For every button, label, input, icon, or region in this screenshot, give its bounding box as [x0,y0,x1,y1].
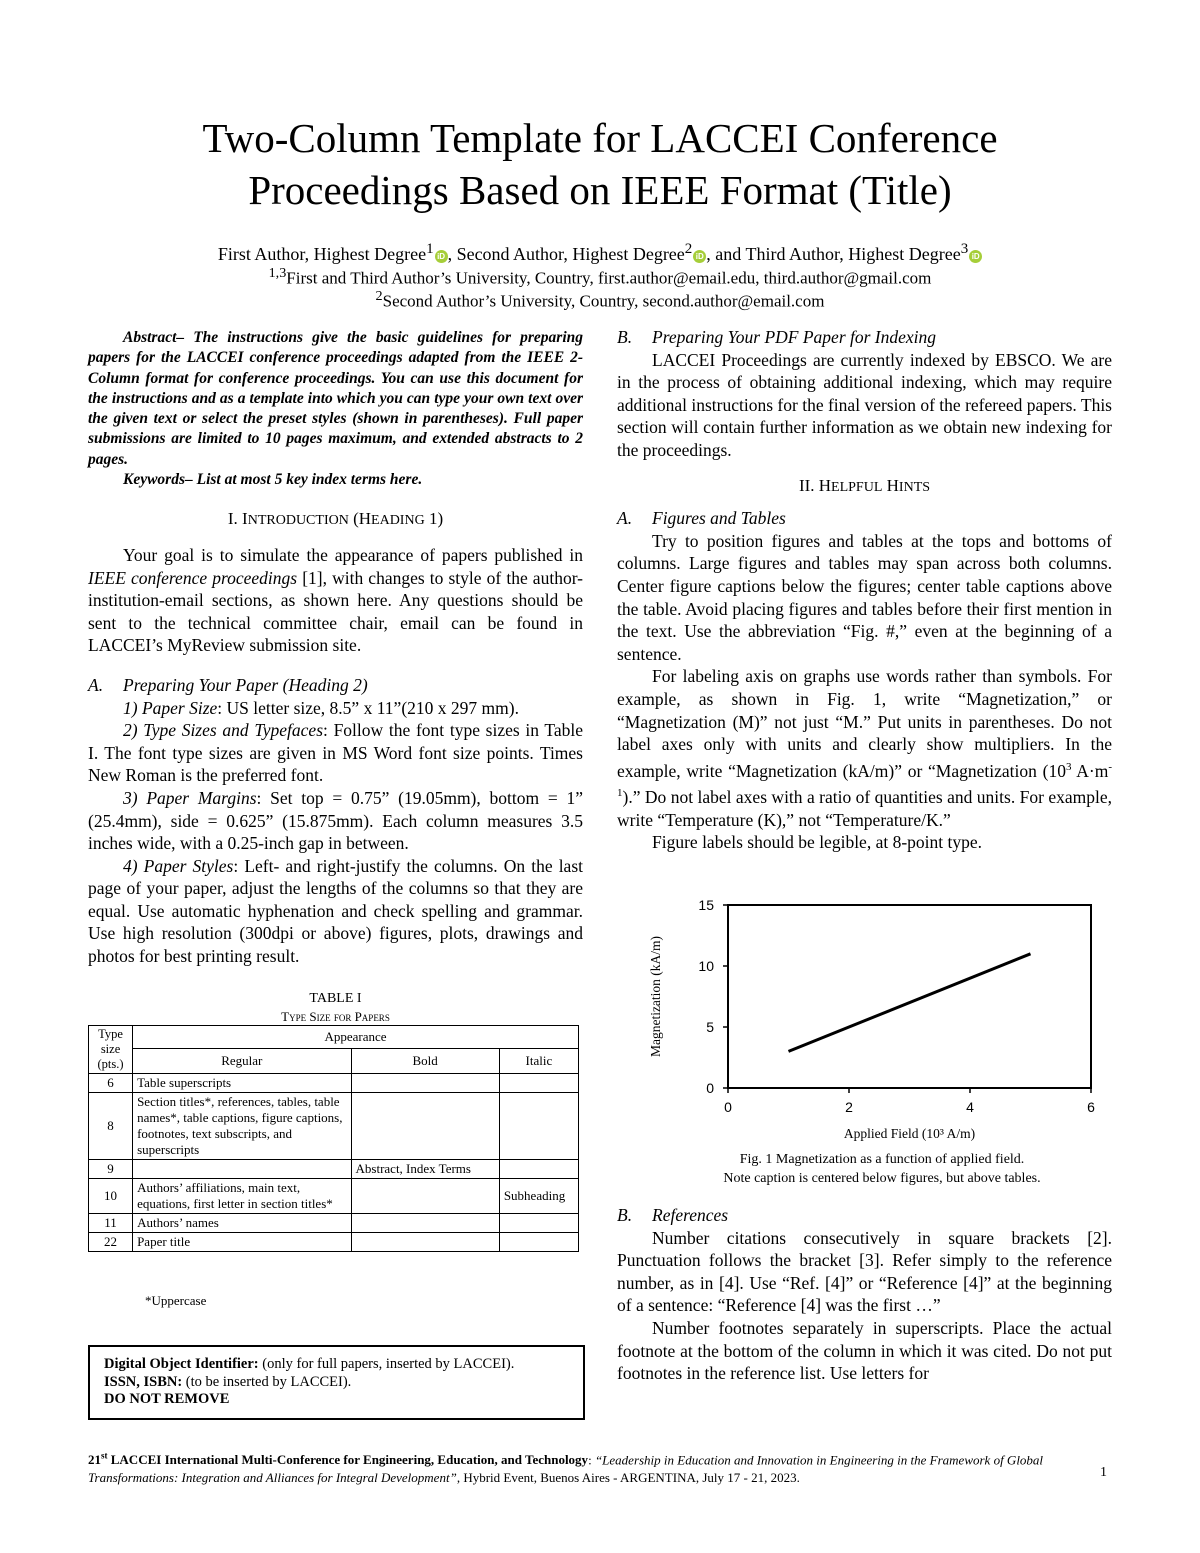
figure-caption [617,1150,1147,1188]
table-cell-italic [499,1160,578,1179]
subsection-heading-pdf [617,326,1112,349]
figures-paragraph-3: Figure labels should be legible, at 8-point type. [652,832,983,853]
subsection-letter: A. [88,674,104,695]
right-column-top [617,326,1112,854]
figures-sup-2: -1 [617,760,1112,800]
item-text: : Set top = 0.75” (19.05mm), bottom = 1” (25.4mm), side = 0.625” (15.875mm). Each column measures 3.5 inches wide, with a 0.25-inch gap in between. [88,787,583,854]
subsection-letter: B. [617,327,633,347]
table-cell-bold [351,1214,499,1233]
heading-smallcaps: NTRODUCTION [247,513,349,529]
orcid-icon[interactable]: iD [969,250,982,263]
affiliation-2-text: Second Author’s University, Country, second.author@email.com [382,291,825,311]
item-label: 2) Type Sizes and Typefaces [123,720,324,741]
table-cell-regular: Section titles*, references, tables, table names*, table captions, figure captions, footnotes, text subscripts, and superscripts [133,1093,351,1160]
item-text: : Left- and right-justify the columns. On the last page of your paper, adjust the lengths of the columns so that they are equal. Use automatic hyphenation and check spelling and grammar. Use high resolution (300dpi or above) figures, plots, drawings and photos for best printing result. [88,855,583,967]
issn-label: ISSN, ISBN: [104,1373,183,1390]
table-cell-italic [499,1074,578,1093]
references-paragraph-1: Number citations consecutively in square brackets [2]. Punctuation follows the bracket [3]. Refer simply to the reference number, as in [4]. Use “Ref. [4]” or “Reference [4]” at the beginning of a sentence: “Reference [4] was the first …” [617,1227,1112,1316]
table-header-regular: Regular [133,1049,351,1074]
keywords: Keywords– List at most 5 key index terms here. [123,471,423,489]
page-footer [88,1447,1113,1487]
left-column [88,328,583,968]
table-cell-size: 8 [89,1093,133,1160]
author-3: , and Third Author, Highest Degree [706,244,961,264]
item-text: : Follow the font type sizes in Table I. The font type sizes are given in MS Word font size points. Times New Roman is the preferred font. [88,720,583,786]
table-cell-bold [351,1233,499,1252]
orcid-icon[interactable]: iD [435,250,448,263]
item-type-sizes [88,719,583,787]
heading-number: I. [227,509,243,529]
doi-box [88,1345,585,1420]
magnetization-chart [640,890,1110,1150]
subsection-letter: B. [617,1205,633,1225]
y-tick-label: 5 [706,1019,714,1035]
subsection-heading-figures [617,507,1112,530]
footer-colon: : [588,1452,595,1468]
heading-paren-open: ( [348,509,359,529]
y-tick-label: 0 [706,1080,714,1096]
figure-caption-text: Fig. 1 Magnetization as a function of applied field. [739,1152,1025,1167]
table-subheader-row [89,1049,579,1074]
heading-initial: H [818,475,832,495]
abstract-text: The instructions give the basic guidelines for preparing papers for the LACCEI conference proceedings adapted from the IEEE 2-Column format for conference proceedings. You can use this document for the instructions and as a template into which you can type your own text over the given text or select the preset styles (shown in parentheses). Full paper submissions are limited to 10 pages maximum, and extended abstracts to 2 pages. [88,329,583,468]
table-row [89,1233,579,1252]
item-label: 3) Paper Margins [123,787,257,808]
data-series-line [789,954,1031,1052]
subsection-title: Figures and Tables [652,508,786,529]
table-cell-italic: Subheading [499,1179,578,1214]
footer-conference: LACCEI International Multi-Conference for Engineering, Education, and Technology [107,1452,589,1468]
item-label: 4) Paper Styles [123,855,234,876]
table-footnote: *Uppercase [145,1293,207,1308]
plot-frame [728,905,1091,1088]
do-not-remove [104,1391,569,1409]
title-line-2: Proceedings Based on IEEE Format (Title) [248,167,952,213]
affiliation-2 [0,285,1200,313]
y-tick-label: 15 [698,897,714,913]
figures-text-c: ).” Do not label axes with a ratio of quantities and units. For example, write “Temperature (K),” not “Temperature/K.” [617,786,1112,830]
item-paper-size [88,697,583,720]
affiliation-2-sup: 2 [375,288,383,304]
table-cell-italic [499,1233,578,1252]
table-cell-regular: Authors’ names [133,1214,351,1233]
right-column-bottom [617,1204,1112,1385]
item-paper-styles [88,855,583,968]
subsection-heading-references [617,1204,1112,1227]
doi-line [104,1356,569,1374]
page-number: 1 [1100,1465,1107,1480]
orcid-icon[interactable]: iD [693,250,706,263]
affiliation-1-sup: 1,3 [268,265,287,281]
intro-emphasis: IEEE conference proceedings [88,567,298,588]
author-list [0,238,1200,265]
x-axis-label: Applied Field (10³ A/m) [843,1126,976,1141]
figure-caption-note: Note caption is centered below figures, but above tables. [723,1171,1041,1186]
figures-sup-1: 3 [1065,760,1072,773]
type-size-table [88,1025,579,1252]
heading-initial-h: H [358,509,372,529]
abstract-label: Abstract– [123,329,185,346]
table-header-italic: Italic [499,1049,578,1074]
table-cell-italic [499,1214,578,1233]
x-tick-label: 0 [724,1099,732,1115]
table-cell-size: 9 [89,1160,133,1179]
title-line-1: Two-Column Template for LACCEI Conference [202,115,998,161]
heading-smallcaps: ELPFUL [831,479,883,495]
heading-paren-close: 1) [424,509,444,529]
intro-paragraph [88,544,583,657]
abstract [88,328,583,470]
table-row [89,1074,579,1093]
table-row [89,1179,579,1214]
table-caption [88,990,583,1026]
author-1: First Author, Highest Degree [217,244,427,264]
table-cell-regular: Authors’ affiliations, main text, equations, first letter in section titles* [133,1179,351,1214]
table-cell-regular [133,1160,351,1179]
x-tick-label: 2 [845,1099,853,1115]
table-cell-bold [351,1093,499,1160]
subsection-title: References [652,1205,729,1225]
footer-number: 21 [88,1452,101,1468]
x-tick-label: 4 [966,1099,974,1115]
paper-title [0,112,1200,216]
footer-location: , Hybrid Event, Buenos Aires - ARGENTINA, July 17 - 21, 2023. [456,1470,800,1486]
heading-number: II. [798,475,819,495]
pdf-paragraph: LACCEI Proceedings are currently indexed by EBSCO. We are in the process of obtaining additional indexing, which may require additional instructions for the final version of the refereed papers. This section will contain further information as we obtain new indexing for the proceedings. [617,349,1112,460]
item-paper-margins [88,787,583,855]
heading-smallcaps-2: EADING [371,513,425,529]
table-cell-size: 10 [89,1179,133,1214]
table-header-appearance: Appearance [133,1026,579,1049]
subsection-heading-preparing [88,674,583,697]
author-3-sup: 3 [960,241,969,257]
intro-text-b: [1], with changes to style of the author-institution-email sections, as shown here. Any questions should be sent to the technical committee chair, email can be found in LACCEI’s MyReview submission site. [88,567,583,656]
affiliation-1-text: First and Third Author’s University, Country, first.author@email.edu, third.author@gmail.com [286,268,932,288]
footer-sup: st [101,1451,108,1461]
table-row [89,1214,579,1233]
table-cell-italic [499,1093,578,1160]
table-cell-size: 6 [89,1074,133,1093]
table-cell-size: 11 [89,1214,133,1233]
section-heading-introduction [88,508,583,533]
subsection-title: Preparing Your PDF Paper for Indexing [652,327,937,347]
footer-theme: “Leadership in Education and Innovation in Engineering in the Framework of Global Transformations: Integration and Alliances for Integral Development” [88,1452,1044,1486]
section-heading-hints [617,475,1112,500]
table-cell-regular: Paper title [133,1233,351,1252]
table-cell-bold [351,1074,499,1093]
item-text: : US letter size, 8.5” x 11”(210 x 297 mm). [217,697,519,718]
table-header-row [89,1026,579,1049]
figures-text-a: For labeling axis on graphs use words rather than symbols. For example, as shown in Fig. 1, write “Magnetization,” or “Magnetization (M)” not just “M.” Put units in parentheses. Do not label axes only with units and clearly show multipliers. In the example, write “Magnetization (kA/m)” or “Magnetization (10 [617,666,1112,781]
table-label: TABLE I [309,991,362,1006]
figures-paragraph-2 [617,665,1112,831]
issn-text: (to be inserted by LACCEI). [182,1373,352,1390]
heading-smallcaps-2: INTS [898,479,931,495]
references-paragraph-2: Number footnotes separately in superscripts. Place the actual footnote at the bottom of the column in which it was cited. Do not put footnotes in the reference list. Use letters for [617,1317,1112,1384]
table-row [89,1160,579,1179]
subsection-title: Preparing Your Paper (Heading 2) [123,674,368,695]
heading-initial-2: H [886,475,899,495]
figures-paragraph-1: Try to position figures and tables at the tops and bottoms of columns. Large figures and tables may span across both columns. Center figure captions below the figures; center table captions above the table. Avoid placing figures and tables before their first mention in the text. Use the abbreviation “Fig. #,” even at the beginning of a sentence. [617,530,1112,664]
doi-text: (only for full papers, inserted by LACCEI). [258,1356,515,1372]
author-1-sup: 1 [426,241,434,257]
table-cell-size: 22 [89,1233,133,1252]
table-cell-bold: Abstract, Index Terms [351,1160,499,1179]
intro-text-a: Your goal is to simulate the appearance of papers published in [123,544,583,565]
issn-line [104,1374,569,1392]
table-header-type-size: Type size (pts.) [89,1026,133,1074]
do-not-remove-label: DO NOT REMOVE [104,1391,230,1407]
doi-label: Digital Object Identifier: [104,1356,259,1372]
table-cell-regular: Table superscripts [133,1074,351,1093]
table-header-bold: Bold [351,1049,499,1074]
table-cell-bold [351,1179,499,1214]
subsection-letter: A. [617,508,633,529]
author-2: , Second Author, Highest Degree [447,244,685,264]
heading-initial: I [242,509,248,529]
y-tick-label: 10 [698,958,714,974]
item-label: 1) Paper Size [123,697,218,718]
table-title: Type Size for Papers [281,1009,390,1024]
x-tick-label: 6 [1087,1099,1095,1115]
table-row [89,1093,579,1160]
figures-text-b: A·m [1071,760,1109,781]
y-axis-label: Magnetization (kA/m) [648,935,663,1058]
author-2-sup: 2 [684,241,693,257]
